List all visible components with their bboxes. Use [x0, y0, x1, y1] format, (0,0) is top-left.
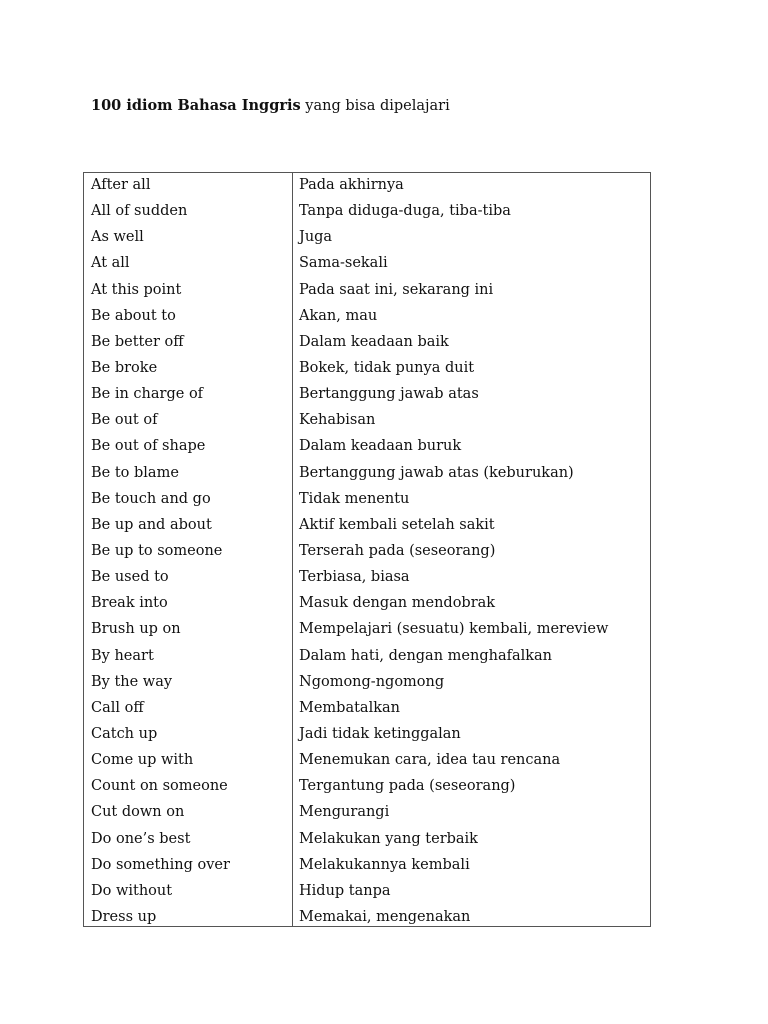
table-row	[84, 855, 650, 881]
meaning-cell: Bertanggung jawab atas	[299, 386, 479, 403]
meaning-cell: Tanpa diduga-duga, tiba-tiba	[299, 203, 511, 220]
page-title	[91, 96, 450, 116]
idiom-cell: Catch up	[91, 725, 158, 742]
meaning-cell: Terserah pada (seseorang)	[299, 542, 496, 559]
meaning-cell: Memakai, mengenakan	[299, 908, 471, 925]
meaning-cell: Juga	[299, 229, 333, 246]
idiom-cell: After all	[91, 177, 151, 193]
meaning-cell: Tergantung pada (seseorang)	[299, 778, 516, 795]
idiom-cell: Be better off	[91, 333, 184, 350]
idiom-cell: Be in charge of	[91, 386, 204, 403]
meaning-cell: Kehabisan	[299, 412, 376, 429]
meaning-cell: Dalam keadaan baik	[299, 333, 449, 350]
table-rows	[84, 175, 650, 933]
meaning-cell: Akan, mau	[299, 307, 378, 324]
table-row	[84, 750, 650, 776]
table-row	[84, 724, 650, 750]
meaning-cell: Bertanggung jawab atas (keburukan)	[299, 464, 574, 481]
table-row	[84, 515, 650, 541]
table-row	[84, 881, 650, 907]
meaning-cell: Bokek, tidak punya duit	[299, 359, 475, 376]
table-row	[84, 489, 650, 515]
table-row	[84, 463, 650, 489]
meaning-cell: Aktif kembali setelah sakit	[299, 516, 495, 533]
table-row	[84, 646, 650, 672]
idiom-table	[83, 172, 651, 927]
table-row	[84, 672, 650, 698]
table-row	[84, 436, 650, 462]
idiom-cell: Be up and about	[91, 516, 212, 533]
table-row	[84, 541, 650, 567]
table-row	[84, 253, 650, 279]
idiom-cell: Do without	[91, 882, 173, 899]
idiom-cell: At this point	[91, 281, 182, 298]
meaning-cell: Mengurangi	[299, 804, 390, 821]
page-title-bold: 100 idiom Bahasa Inggris	[91, 97, 301, 114]
idiom-cell: As well	[91, 229, 144, 246]
table-row	[84, 227, 650, 253]
idiom-cell: By the way	[91, 673, 173, 690]
table-row	[84, 280, 650, 306]
table-row	[84, 358, 650, 384]
idiom-cell: Be about to	[91, 307, 176, 324]
table-row	[84, 175, 650, 201]
idiom-cell: Do one’s best	[91, 830, 191, 847]
idiom-cell: Be used to	[91, 569, 169, 586]
meaning-cell: Membatalkan	[299, 699, 400, 716]
table-row	[84, 201, 650, 227]
meaning-cell: Hidup tanpa	[299, 882, 391, 899]
idiom-cell: Count on someone	[91, 778, 228, 795]
table-row	[84, 907, 650, 933]
idiom-cell: Brush up on	[91, 621, 181, 638]
idiom-cell: Cut down on	[91, 804, 185, 821]
meaning-cell: Jadi tidak ketinggalan	[299, 725, 461, 742]
meaning-cell: Melakukan yang terbaik	[299, 830, 478, 847]
table-row	[84, 384, 650, 410]
table-row	[84, 698, 650, 724]
idiom-cell: At all	[91, 255, 130, 272]
meaning-cell: Mempelajari (sesuatu) kembali, mereview	[299, 621, 609, 638]
meaning-cell: Masuk dengan mendobrak	[299, 595, 496, 612]
table-row	[84, 776, 650, 802]
table-row	[84, 332, 650, 358]
table-row	[84, 410, 650, 436]
idiom-cell: Be to blame	[91, 464, 179, 481]
table-row	[84, 306, 650, 332]
meaning-cell: Dalam keadaan buruk	[299, 438, 462, 455]
meaning-cell: Tidak menentu	[299, 490, 410, 507]
meaning-cell: Terbiasa, biasa	[299, 569, 410, 586]
idiom-cell: Dress up	[91, 908, 157, 925]
meaning-cell: Pada saat ini, sekarang ini	[299, 281, 494, 298]
table-row	[84, 567, 650, 593]
meaning-cell: Menemukan cara, idea tau rencana	[299, 752, 561, 769]
idiom-cell: Do something over	[91, 856, 230, 873]
idiom-cell: Come up with	[91, 752, 194, 769]
table-row	[84, 593, 650, 619]
idiom-cell: Be out of	[91, 412, 158, 429]
idiom-cell: Be broke	[91, 359, 158, 376]
idiom-cell: By heart	[91, 647, 154, 664]
meaning-cell: Melakukannya kembali	[299, 856, 470, 873]
idiom-cell: Be touch and go	[91, 490, 211, 507]
idiom-cell: Call off	[91, 699, 144, 716]
idiom-cell: Be out of shape	[91, 438, 206, 455]
meaning-cell: Ngomong-ngomong	[299, 673, 445, 690]
meaning-cell: Sama-sekali	[299, 255, 388, 272]
table-row	[84, 619, 650, 645]
page-title-rest: yang bisa dipelajari	[300, 98, 450, 114]
table-row	[84, 829, 650, 855]
idiom-cell: All of sudden	[91, 203, 188, 220]
table-row	[84, 802, 650, 828]
idiom-cell: Break into	[91, 595, 168, 612]
meaning-cell: Dalam hati, dengan menghafalkan	[299, 647, 553, 664]
meaning-cell: Pada akhirnya	[299, 177, 404, 193]
idiom-cell: Be up to someone	[91, 542, 223, 559]
